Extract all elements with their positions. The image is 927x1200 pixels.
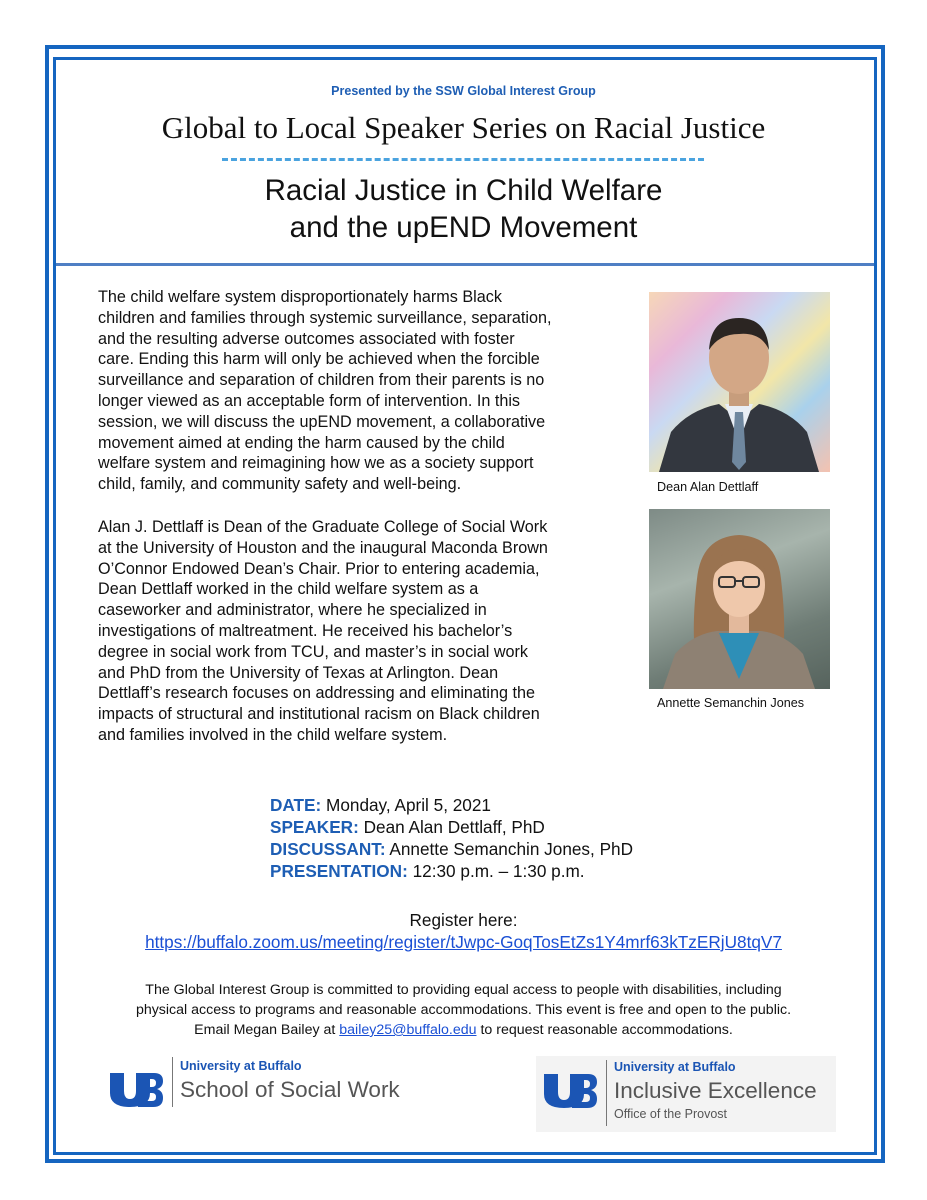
discussant-photo — [649, 509, 830, 689]
presented-by: Presented by the SSW Global Interest Group — [331, 84, 596, 98]
speaker-photo — [649, 292, 830, 472]
speaker-value: Dean Alan Dettlaff, PhD — [358, 817, 545, 837]
text-line: and families involved in the child welfare system. — [98, 725, 448, 744]
discussant-label: DISCUSSANT: — [270, 839, 386, 859]
text-line: children and families through systemic surveillance, separation, — [98, 308, 552, 327]
text-line: welfare system and reimagining how we as a society support — [98, 454, 534, 473]
email-suffix: to request reasonable accommodations. — [476, 1022, 733, 1038]
series-title: Global to Local Speaker Series on Racial Justice — [161, 110, 766, 145]
text-line: session, we will discuss the upEND movement, a collaborative — [98, 412, 546, 431]
inclusive-excellence-logo — [536, 1056, 836, 1132]
ub-logo-icon — [542, 1070, 598, 1110]
session-title — [0, 172, 927, 246]
register-label: Register here: — [409, 910, 518, 930]
speaker-portrait — [649, 292, 830, 472]
speaker-label: SPEAKER: — [270, 817, 359, 837]
text-line: impacts of structural and institutional racism on Black children — [98, 705, 540, 724]
text-line: surveillance and separation of children from their parents is no — [98, 371, 545, 390]
presentation-value: 12:30 p.m. – 1:30 p.m. — [407, 861, 585, 881]
dashed-divider — [222, 158, 704, 161]
speaker-row — [270, 816, 633, 838]
session-description — [98, 287, 628, 495]
accessibility-notice — [0, 980, 927, 1040]
date-label: DATE: — [270, 795, 322, 815]
logo-divider — [172, 1057, 173, 1107]
logo-unit: School of Social Work — [180, 1077, 400, 1102]
text-line: movement aimed at ending the harm caused by the child — [98, 433, 505, 452]
date-row — [270, 794, 633, 816]
email-link[interactable]: bailey25@buffalo.edu — [339, 1022, 477, 1038]
photo-caption: Dean Alan Dettlaff — [657, 480, 759, 494]
text-line: longer viewed as an acceptable form of intervention. In this — [98, 391, 521, 410]
logo-university: University at Buffalo — [614, 1060, 736, 1074]
text-line: investigations of maltreatment. He received his bachelor’s — [98, 621, 513, 640]
text-line: and PhD from the University of Texas at Arlington. Dean — [98, 663, 499, 682]
date-value: Monday, April 5, 2021 — [321, 795, 491, 815]
discussant-row — [270, 838, 633, 860]
logo-divider — [606, 1060, 607, 1126]
logo-unit: Inclusive Excellence — [614, 1078, 817, 1103]
presentation-label: PRESENTATION: — [270, 861, 408, 881]
text-line: Dettlaff’s research focuses on addressing and eliminating the — [98, 684, 536, 703]
event-details — [270, 794, 633, 882]
text-line: care. Ending this harm will only be achieved when the forcible — [98, 350, 540, 369]
presentation-row — [270, 860, 633, 882]
text-line: and the resulting adverse outcomes associated with foster — [98, 329, 515, 348]
email-prefix: Email Megan Bailey at — [194, 1022, 340, 1038]
text-line: child, family, and community safety and well-being. — [98, 475, 462, 494]
text-line: The Global Interest Group is committed to providing equal access to people with disabilities, including — [145, 982, 782, 998]
logo-office: Office of the Provost — [614, 1107, 728, 1121]
text-line: at the University of Houston and the inaugural Maconda Brown — [98, 538, 548, 557]
text-line: O’Connor Endowed Dean’s Chair. Prior to entering academia, — [98, 559, 540, 578]
discussant-value: Annette Semanchin Jones, PhD — [385, 839, 634, 859]
session-title-line: Racial Justice in Child Welfare — [264, 174, 663, 207]
text-line: Alan J. Dettlaff is Dean of the Graduate College of Social Work — [98, 518, 548, 536]
discussant-portrait — [649, 509, 830, 689]
text-line: caseworker and administrator, where he specialized in — [98, 601, 487, 620]
header-divider — [56, 263, 874, 266]
text-line: Dean Dettlaff worked in the child welfare system as a — [98, 580, 479, 599]
text-line — [0, 1020, 927, 1040]
registration-link[interactable]: https://buffalo.zoom.us/meeting/register/tJwpc-GoqTosEtZs1Y4mrf63kTzERjU8tqV7 — [145, 932, 782, 952]
speaker-bio — [98, 517, 628, 746]
text-line: physical access to programs and reasonable accommodations. This event is free and open to the public. — [135, 1002, 792, 1018]
logo-university: University at Buffalo — [180, 1059, 302, 1073]
text-line: The child welfare system disproportionately harms Black — [98, 288, 502, 306]
text-line: degree in social work from TCU, and master’s in social work — [98, 642, 529, 661]
photo-caption: Annette Semanchin Jones — [657, 696, 805, 710]
session-title-line: and the upEND Movement — [289, 211, 638, 244]
ub-logo-icon — [108, 1069, 164, 1109]
